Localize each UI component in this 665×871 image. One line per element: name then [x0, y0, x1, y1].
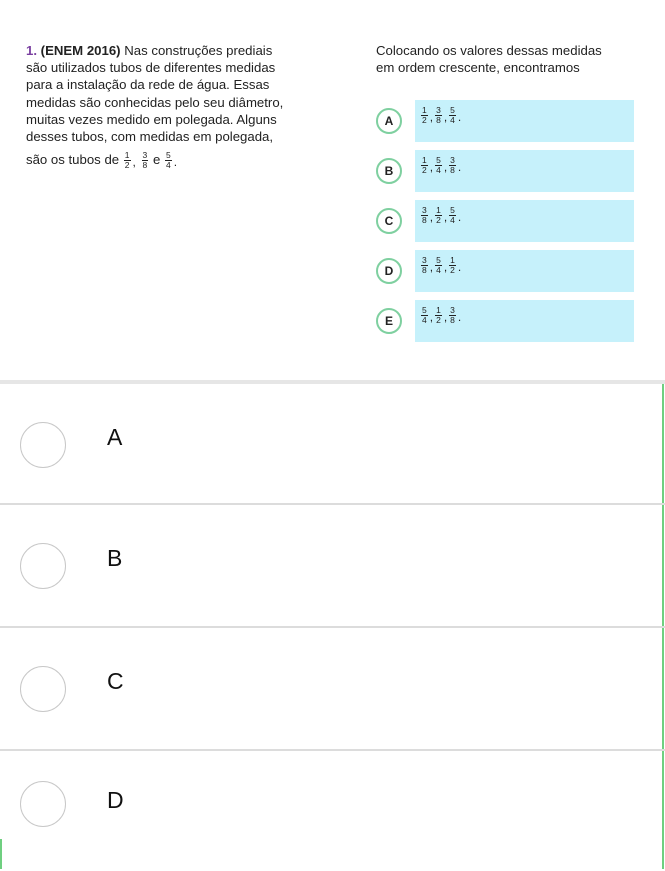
radio-button[interactable]: [20, 543, 66, 589]
alternative-expression: $\frac{3}{8}$ , $\frac{5}{4}$ , $\frac{1}{2}$ .: [422, 255, 462, 275]
alternative-expression: $\frac{1}{2}$ , $\frac{3}{8}$ , $\frac{5}{4}$ .: [422, 105, 462, 125]
question-card: [0, 0, 665, 380]
answer-label: B: [107, 545, 123, 571]
alternative-letter: C: [376, 208, 402, 234]
stem-line-5: desses tubos, com medidas em polegada,: [26, 129, 274, 145]
alternative-expression: $\frac{5}{4}$ , $\frac{1}{2}$ , $\frac{3}{8}$ .: [422, 305, 462, 325]
alternative-letter: B: [376, 158, 402, 184]
answer-option-d[interactable]: [0, 751, 665, 871]
alternatives-list: [372, 100, 634, 350]
alternative-letter: E: [376, 308, 402, 334]
alternative-e: [372, 300, 634, 342]
answer-option-c[interactable]: [0, 628, 665, 748]
stem-join: e: [152, 152, 161, 168]
stem-line-3: medidas são conhecidas pelo seu diâmetro,: [26, 94, 284, 110]
question-prompt: [376, 42, 646, 76]
prompt-line-1: em ordem crescente, encontramos: [376, 60, 580, 76]
stem-line-2: para a instalação da rede de água. Essas: [26, 77, 270, 93]
alternative-c: [372, 200, 634, 242]
answer-label: A: [107, 424, 123, 450]
fraction: $\frac{1}{2}$: [124, 150, 130, 171]
prompt-line-0: Colocando os valores dessas medidas: [376, 43, 602, 58]
question-source: (ENEM 2016): [40, 43, 121, 58]
answer-label: C: [107, 668, 124, 694]
alternative-expression: $\frac{3}{8}$ , $\frac{1}{2}$ , $\frac{5}{4}$ .: [422, 205, 462, 225]
alternative-letter: D: [376, 258, 402, 284]
radio-button[interactable]: [20, 666, 66, 712]
alternative-d: [372, 250, 634, 292]
question-stem: 1. (ENEM 2016) Nas construções prediais são utilizados tubos de diferentes medidas para a instalação da rede de água. Essas medidas são conhecidas pelo seu diâmetro, muitas vezes medido em polegada. Alguns desses tubos, com medidas em polegada, são os tubos de $\frac{1}{2}$ , $\frac{3}{8}$ e $\frac{5}{4}$ .: [26, 43, 284, 171]
answer-label: D: [107, 787, 124, 813]
alternative-letter: A: [376, 108, 402, 134]
radio-button[interactable]: [20, 781, 66, 827]
radio-button[interactable]: [20, 422, 66, 468]
alternative-expression: $\frac{1}{2}$ , $\frac{5}{4}$ , $\frac{3}{8}$ .: [422, 155, 462, 175]
alternative-b: [372, 150, 634, 192]
stem-last-prefix: são os tubos de: [26, 152, 120, 168]
answer-option-b[interactable]: [0, 505, 665, 625]
alternative-a: [372, 100, 634, 142]
stem-line-4: muitas vezes medido em polegada. Alguns: [26, 111, 277, 127]
stem-line-0: Nas construções prediais: [124, 43, 273, 58]
answer-option-a[interactable]: [0, 384, 665, 504]
fraction: $\frac{3}{8}$: [142, 150, 148, 171]
fraction: $\frac{5}{4}$: [165, 150, 171, 171]
question-number: 1.: [26, 43, 37, 58]
stem-line-1: são utilizados tubos de diferentes medidas: [26, 60, 276, 76]
